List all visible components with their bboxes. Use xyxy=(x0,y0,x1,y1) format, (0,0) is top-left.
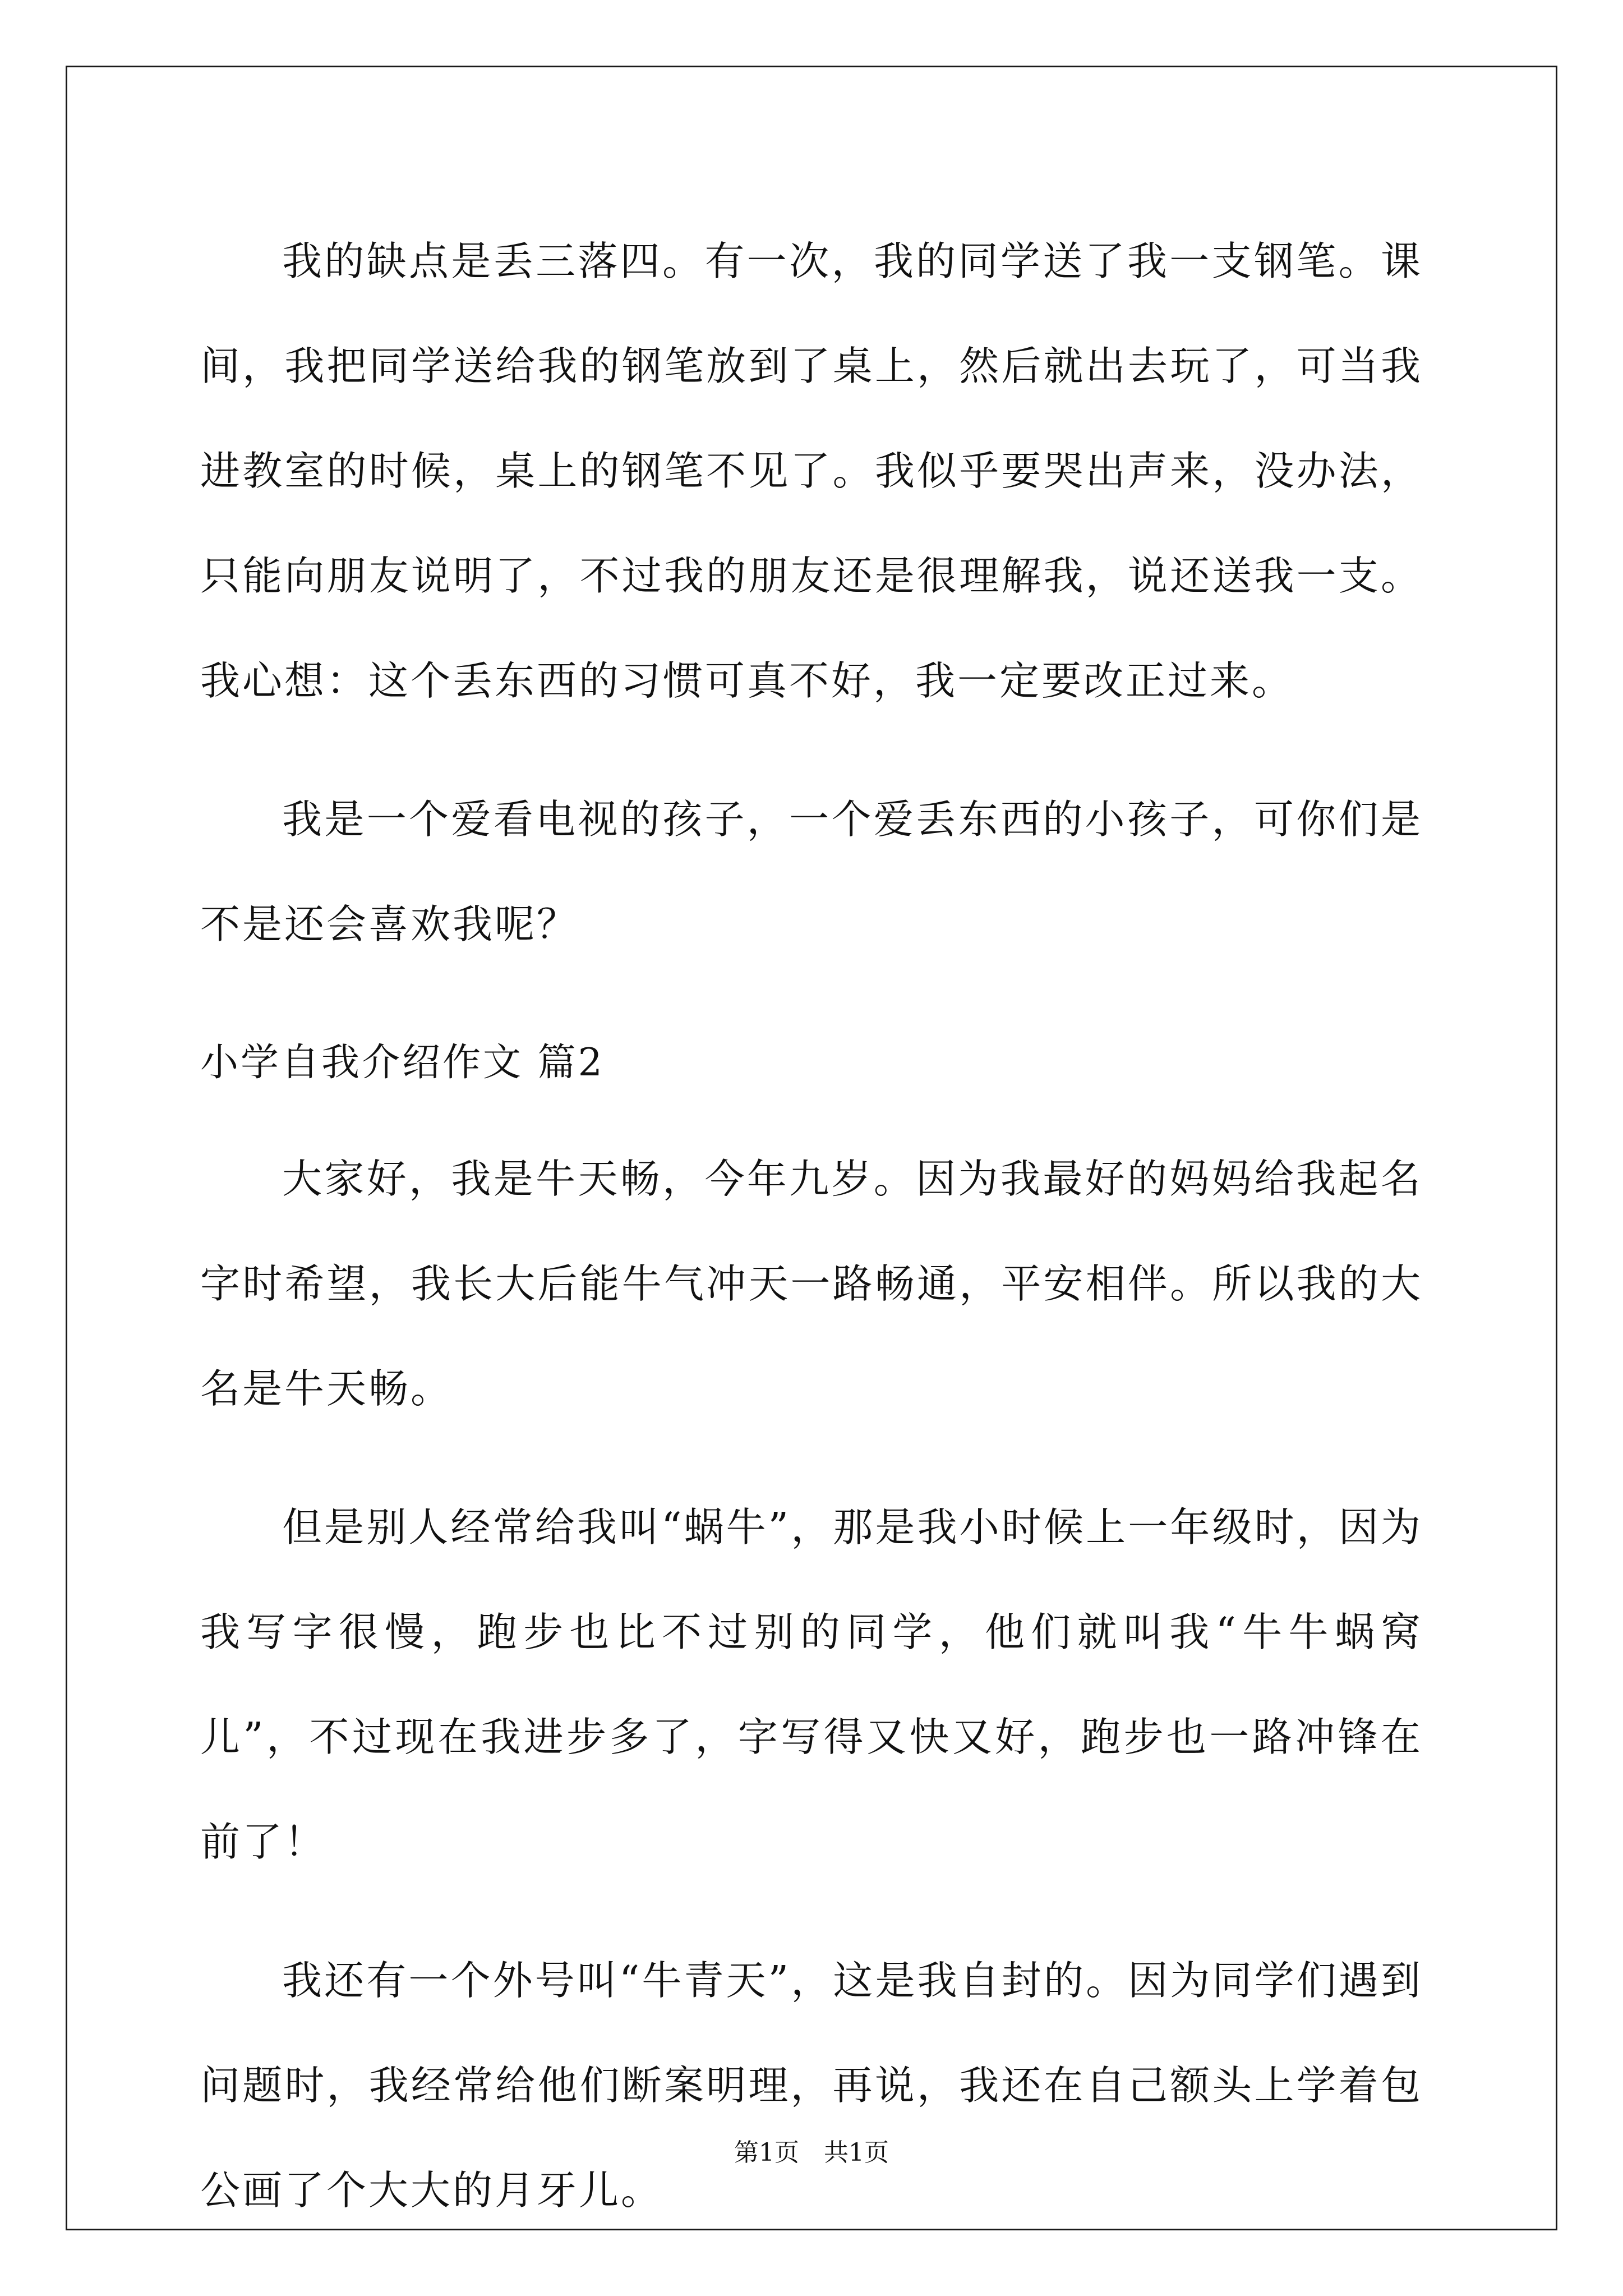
paragraph: 但是别人经常给我叫“蜗牛”，那是我小时候上一年级时，因为我写字很慢，跑步也比不过别的同学，他们就叫我“牛牛蜗窝儿”，不过现在我进步多了，字写得又快又好，跑步也一路冲锋在前了！ xyxy=(200,1504,1423,1865)
paragraph: 我还有一个外号叫“牛青天”，这是我自封的。因为同学们遇到问题时，我经常给他们断案明理，再说，我还在自己额头上学着包公画了个大大的月牙儿。 xyxy=(200,1957,1423,2214)
document-body xyxy=(200,209,1423,2276)
paragraph: 我是一个爱看电视的孩子，一个爱丢东西的小孩子，可你们是不是还会喜欢我呢？ xyxy=(200,796,1423,947)
page-number-footer: 第1页 共1页 xyxy=(734,2138,889,2167)
section-heading: 小学自我介绍作文 篇2 xyxy=(200,1041,605,1085)
paragraph: 我的缺点是丢三落四。有一次，我的同学送了我一支钢笔。课间，我把同学送给我的钢笔放到了桌上，然后就出去玩了，可当我进教室的时候，桌上的钢笔不见了。我似乎要哭出声来，没办法，只能向朋友说明了，不过我的朋友还是很理解我，说还送我一支。我心想：这个丢东西的习惯可真不好，我一定要改正过来。 xyxy=(200,238,1423,704)
paragraph: 大家好，我是牛天畅，今年九岁。因为我最好的妈妈给我起名字时希望，我长大后能牛气冲天一路畅通，平安相伴。所以我的大名是牛天畅。 xyxy=(200,1156,1423,1412)
